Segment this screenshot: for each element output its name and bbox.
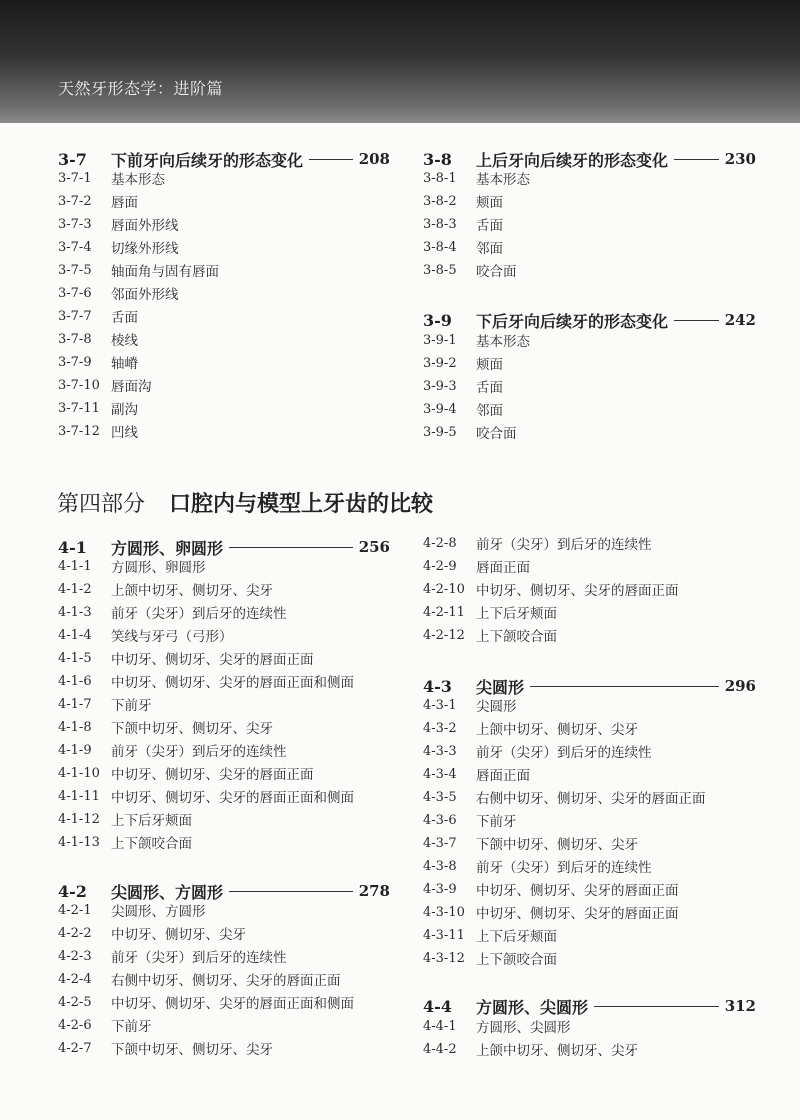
- entry-title: 右侧中切牙、侧切牙、尖牙的唇面正面: [111, 973, 341, 989]
- section-title: 上后牙向后续牙的形态变化: [476, 150, 669, 170]
- section-page-number: 296: [724, 677, 756, 695]
- toc-entry: [58, 945, 287, 967]
- entry-number: 3-7-10: [58, 377, 100, 393]
- toc-entry: [423, 1015, 571, 1037]
- entry-number: 3-7-11: [58, 400, 100, 416]
- entry-title: 上下后牙颊面: [111, 813, 192, 829]
- toc-entry: [423, 947, 557, 969]
- entry-number: 4-1-2: [58, 581, 92, 597]
- toc-entry: [423, 213, 503, 235]
- entry-number: 4-3-1: [423, 697, 457, 713]
- toc-entry: [58, 190, 138, 212]
- entry-title: 中切牙、侧切牙、尖牙的唇面正面: [476, 583, 679, 599]
- entry-number: 4-1-13: [58, 834, 100, 850]
- entry-number: 4-2-10: [423, 581, 465, 597]
- entry-title: 右侧中切牙、侧切牙、尖牙的唇面正面: [476, 791, 706, 807]
- toc-entry: [58, 213, 179, 235]
- entry-number: 4-3-4: [423, 766, 457, 782]
- section-title: 下前牙向后续牙的形态变化: [111, 150, 304, 170]
- section-page-number: 278: [358, 882, 390, 900]
- toc-entry: [423, 924, 557, 946]
- entry-number: 3-9-5: [423, 424, 457, 440]
- toc-entry: [58, 374, 152, 396]
- entry-number: 3-9-1: [423, 332, 457, 348]
- entry-number: 3-7-6: [58, 285, 92, 301]
- toc-entry: [423, 236, 503, 258]
- leader-line: [674, 159, 719, 160]
- entry-number: 4-3-5: [423, 789, 457, 805]
- entry-title: 方圆形、尖圆形: [476, 1020, 571, 1036]
- entry-title: 唇面正面: [476, 768, 530, 784]
- entry-number: 3-9-2: [423, 355, 457, 371]
- entry-title: 邻面: [476, 403, 503, 419]
- entry-title: 前牙（尖牙）到后牙的连续性: [111, 744, 287, 760]
- toc-entry: [423, 555, 530, 577]
- entry-title: 上下颌咬合面: [111, 836, 192, 852]
- entry-number: 3-7-2: [58, 193, 92, 209]
- entry-number: 3-8-5: [423, 262, 457, 278]
- toc-entry: [423, 740, 652, 762]
- entry-title: 舌面: [111, 310, 138, 326]
- book-title: 天然牙形态学：进阶篇: [58, 79, 224, 98]
- toc-entry: [58, 351, 138, 373]
- entry-number: 3-7-8: [58, 331, 92, 347]
- entry-title: 前牙（尖牙）到后牙的连续性: [111, 950, 287, 966]
- toc-entry: [58, 167, 165, 189]
- entry-title: 颊面: [476, 357, 503, 373]
- toc-entry: [423, 832, 638, 854]
- toc-entry: [58, 420, 138, 442]
- entry-number: 4-1-3: [58, 604, 92, 620]
- toc-entry: [423, 878, 679, 900]
- toc-entry: [58, 647, 314, 669]
- section-page-number: 312: [724, 997, 756, 1015]
- leader-line: [674, 320, 719, 321]
- entry-number: 3-7-9: [58, 354, 92, 370]
- page-header-band: [0, 0, 800, 123]
- entry-number: 3-8-1: [423, 170, 457, 186]
- section-number: 3-9: [423, 310, 452, 330]
- section-heading-4-4: [423, 995, 756, 1017]
- entry-title: 笑线与牙弓（弓形）: [111, 629, 233, 645]
- toc-entry: [423, 398, 503, 420]
- entry-title: 切缘外形线: [111, 241, 179, 257]
- entry-number: 4-3-8: [423, 858, 457, 874]
- section-title: 方圆形、尖圆形: [476, 997, 589, 1017]
- entry-title: 下前牙: [476, 814, 517, 830]
- entry-title: 下前牙: [111, 698, 152, 714]
- entry-number: 4-2-7: [58, 1040, 92, 1056]
- entry-number: 4-1-11: [58, 788, 100, 804]
- entry-title: 前牙（尖牙）到后牙的连续性: [111, 606, 287, 622]
- toc-entry: [58, 762, 314, 784]
- toc-entry: [58, 808, 192, 830]
- section-number: 3-7: [58, 149, 87, 169]
- toc-entry: [423, 532, 652, 554]
- toc-entry: [423, 1038, 638, 1060]
- entry-number: 3-8-4: [423, 239, 457, 255]
- entry-number: 3-7-3: [58, 216, 92, 232]
- toc-entry: [58, 693, 152, 715]
- entry-number: 4-3-6: [423, 812, 457, 828]
- section-page-number: 242: [724, 311, 756, 329]
- entry-title: 下颌中切牙、侧切牙、尖牙: [111, 721, 273, 737]
- toc-entry: [58, 259, 219, 281]
- part-heading: [57, 487, 433, 517]
- toc-entry: [423, 259, 517, 281]
- toc-entry: [423, 901, 679, 923]
- section-number: 4-4: [423, 996, 452, 1016]
- part-label: 第四部分: [57, 491, 146, 517]
- section-title: 尖圆形、方圆形: [111, 882, 224, 902]
- entry-number: 4-2-2: [58, 925, 92, 941]
- section-heading-3-9: [423, 309, 756, 331]
- entry-number: 4-1-5: [58, 650, 92, 666]
- entry-title: 上下后牙颊面: [476, 929, 557, 945]
- toc-entry: [423, 190, 503, 212]
- toc-entry: [58, 555, 206, 577]
- section-number: 4-1: [58, 537, 87, 557]
- toc-entry: [58, 305, 138, 327]
- section-title: 方圆形、卵圆形: [111, 538, 224, 558]
- toc-entry: [423, 624, 557, 646]
- toc-entry: [423, 786, 706, 808]
- entry-number: 4-1-12: [58, 811, 100, 827]
- entry-title: 上下颌咬合面: [476, 952, 557, 968]
- entry-title: 副沟: [111, 402, 138, 418]
- entry-title: 唇面正面: [476, 560, 530, 576]
- entry-title: 凹线: [111, 425, 138, 441]
- entry-number: 4-1-8: [58, 719, 92, 735]
- toc-entry: [423, 329, 530, 351]
- entry-number: 4-2-3: [58, 948, 92, 964]
- leader-line: [594, 1006, 719, 1007]
- entry-title: 中切牙、侧切牙、尖牙的唇面正面和侧面: [111, 790, 354, 806]
- leader-line: [530, 686, 719, 687]
- section-title: 下后牙向后续牙的形态变化: [476, 311, 669, 331]
- entry-number: 4-3-7: [423, 835, 457, 851]
- toc-entry: [58, 624, 233, 646]
- section-page-number: 230: [724, 150, 756, 168]
- entry-title: 上下颌咬合面: [476, 629, 557, 645]
- entry-number: 4-2-1: [58, 902, 92, 918]
- toc-entry: [58, 899, 206, 921]
- toc-entry: [423, 694, 517, 716]
- toc-entry: [58, 328, 138, 350]
- toc-entry: [423, 763, 530, 785]
- entry-title: 下颌中切牙、侧切牙、尖牙: [111, 1042, 273, 1058]
- toc-entry: [58, 785, 354, 807]
- entry-number: 4-2-8: [423, 535, 457, 551]
- section-page-number: 208: [358, 150, 390, 168]
- leader-line: [229, 891, 353, 892]
- entry-number: 4-1-7: [58, 696, 92, 712]
- entry-number: 3-7-4: [58, 239, 92, 255]
- toc-entry: [423, 809, 517, 831]
- entry-title: 下颌中切牙、侧切牙、尖牙: [476, 837, 638, 853]
- entry-number: 4-1-4: [58, 627, 92, 643]
- entry-number: 4-3-12: [423, 950, 465, 966]
- toc-entry: [58, 1037, 273, 1059]
- entry-title: 邻面外形线: [111, 287, 179, 303]
- entry-title: 中切牙、侧切牙、尖牙的唇面正面: [476, 883, 679, 899]
- entry-title: 唇面: [111, 195, 138, 211]
- section-number: 4-2: [58, 881, 87, 901]
- entry-number: 3-8-3: [423, 216, 457, 232]
- entry-title: 下前牙: [111, 1019, 152, 1035]
- entry-number: 3-8-2: [423, 193, 457, 209]
- toc-entry: [423, 375, 503, 397]
- toc-entry: [423, 421, 517, 443]
- part-title: 口腔内与模型上牙齿的比较: [169, 491, 434, 517]
- entry-number: 4-3-9: [423, 881, 457, 897]
- entry-number: 4-3-2: [423, 720, 457, 736]
- toc-entry: [58, 397, 138, 419]
- toc-entry: [58, 968, 341, 990]
- entry-title: 中切牙、侧切牙、尖牙的唇面正面: [111, 767, 314, 783]
- entry-title: 尖圆形、方圆形: [111, 904, 206, 920]
- entry-title: 上颌中切牙、侧切牙、尖牙: [476, 722, 638, 738]
- entry-title: 颊面: [476, 195, 503, 211]
- toc-entry: [58, 1014, 152, 1036]
- entry-title: 尖圆形: [476, 699, 517, 715]
- toc-entry: [58, 739, 287, 761]
- entry-title: 中切牙、侧切牙、尖牙: [111, 927, 246, 943]
- toc-entry: [58, 236, 179, 258]
- entry-title: 棱线: [111, 333, 138, 349]
- entry-title: 舌面: [476, 218, 503, 234]
- entry-title: 上颌中切牙、侧切牙、尖牙: [111, 583, 273, 599]
- entry-title: 方圆形、卵圆形: [111, 560, 206, 576]
- entry-title: 上颌中切牙、侧切牙、尖牙: [476, 1043, 638, 1059]
- entry-title: 上下后牙颊面: [476, 606, 557, 622]
- entry-title: 前牙（尖牙）到后牙的连续性: [476, 860, 652, 876]
- entry-title: 唇面沟: [111, 379, 152, 395]
- toc-entry: [423, 352, 503, 374]
- entry-title: 前牙（尖牙）到后牙的连续性: [476, 745, 652, 761]
- entry-title: 基本形态: [476, 172, 530, 188]
- entry-title: 轴嵴: [111, 356, 138, 372]
- entry-title: 中切牙、侧切牙、尖牙的唇面正面: [111, 652, 314, 668]
- toc-entry: [58, 991, 354, 1013]
- entry-title: 轴面角与固有唇面: [111, 264, 219, 280]
- entry-number: 4-4-2: [423, 1041, 457, 1057]
- toc-entry: [58, 601, 287, 623]
- entry-title: 基本形态: [476, 334, 530, 350]
- entry-number: 3-9-3: [423, 378, 457, 394]
- entry-number: 3-7-12: [58, 423, 100, 439]
- entry-number: 4-2-12: [423, 627, 465, 643]
- leader-line: [309, 159, 353, 160]
- entry-number: 4-2-11: [423, 604, 465, 620]
- toc-entry: [423, 601, 557, 623]
- entry-number: 4-1-9: [58, 742, 92, 758]
- toc-entry: [58, 670, 354, 692]
- entry-number: 4-2-6: [58, 1017, 92, 1033]
- toc-entry: [58, 922, 246, 944]
- entry-number: 3-7-1: [58, 170, 92, 186]
- entry-number: 3-9-4: [423, 401, 457, 417]
- entry-number: 4-2-4: [58, 971, 92, 987]
- section-page-number: 256: [358, 538, 390, 556]
- toc-entry: [58, 831, 192, 853]
- section-number: 3-8: [423, 149, 452, 169]
- entry-number: 4-3-11: [423, 927, 465, 943]
- entry-number: 3-7-5: [58, 262, 92, 278]
- toc-entry: [58, 578, 273, 600]
- entry-number: 3-7-7: [58, 308, 92, 324]
- entry-number: 4-2-5: [58, 994, 92, 1010]
- section-title: 尖圆形: [476, 677, 525, 697]
- entry-title: 咬合面: [476, 264, 517, 280]
- entry-number: 4-1-6: [58, 673, 92, 689]
- entry-title: 唇面外形线: [111, 218, 179, 234]
- entry-title: 基本形态: [111, 172, 165, 188]
- toc-entry: [423, 578, 679, 600]
- entry-title: 中切牙、侧切牙、尖牙的唇面正面: [476, 906, 679, 922]
- leader-line: [229, 547, 353, 548]
- entry-title: 舌面: [476, 380, 503, 396]
- entry-number: 4-3-10: [423, 904, 465, 920]
- toc-entry: [423, 855, 652, 877]
- toc-entry: [58, 282, 179, 304]
- entry-number: 4-2-9: [423, 558, 457, 574]
- entry-title: 中切牙、侧切牙、尖牙的唇面正面和侧面: [111, 675, 354, 691]
- toc-entry: [423, 717, 638, 739]
- entry-title: 邻面: [476, 241, 503, 257]
- entry-number: 4-1-10: [58, 765, 100, 781]
- entry-title: 咬合面: [476, 426, 517, 442]
- entry-title: 中切牙、侧切牙、尖牙的唇面正面和侧面: [111, 996, 354, 1012]
- entry-number: 4-4-1: [423, 1018, 457, 1034]
- entry-number: 4-1-1: [58, 558, 92, 574]
- toc-entry: [423, 167, 530, 189]
- toc-entry: [58, 716, 273, 738]
- section-number: 4-3: [423, 676, 452, 696]
- entry-number: 4-3-3: [423, 743, 457, 759]
- entry-title: 前牙（尖牙）到后牙的连续性: [476, 537, 652, 553]
